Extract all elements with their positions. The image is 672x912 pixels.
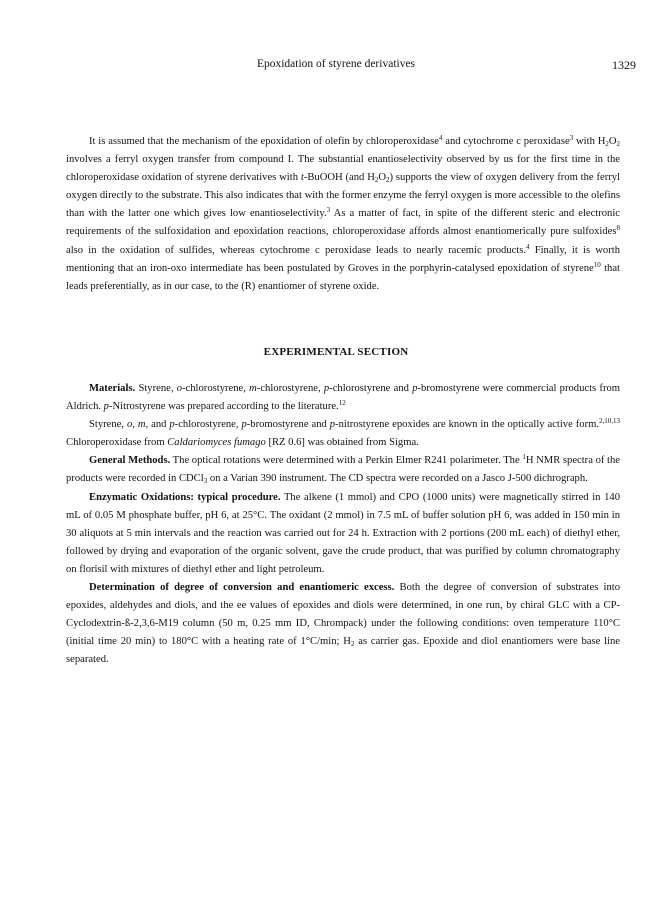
- page-number: 1329: [612, 58, 636, 72]
- materials-paragraph: Materials. Styrene, o-chlorostyrene, m-chlorostyrene, p-chlorostyrene and p-bromostyrene were commercial products from Aldrich. p-Nitrostyrene was prepared according to the literature.$^{12}$: [66, 383, 621, 413]
- section-heading: EXPERIMENTAL SECTION: [263, 346, 409, 358]
- determination-paragraph: Determination of degree of conversion and enantiomeric excess. Both the degree of conversion of substrates into epoxides, aldehydes and diols, and the ee values of epoxides and diols were determined, in one run, by chiral GLC with a CP-Cyclodextrin-ß-2,3,6-M19 column (50 m, 0.25 mm ID, Chrompack) under the following conditions: oven temperature 110°C (initial time 20 min) to 180°C with a heating rate of 1°C/min; $H_2$ as carrier gas. Epoxide and diol enantiomers were base line separated.: [66, 582, 621, 666]
- intro-paragraph: It is assumed that the mechanism of the epoxidation of olefin by chloroperoxidase$^4$ and cytochrome c peroxidase$^3$ with $H_2O_2$ involves a ferryl oxygen transfer from compound I. The substantial enantioselectivity observed by us for the first time in the chloroperoxidase oxidation of styrene derivatives with t-BuOOH (and $H_2O_2$) supports the view of oxygen delivery from the ferryl oxygen directly to the substrate. This also indicates that with the former enzyme the ferryl oxygen is more accessible to the olefins than with the latter one which gives low enantioselectivity.$^3$ As a matter of fact, in spite of the different steric and electronic requirements of the sulfoxidation and epoxidation reactions, chloroperoxidase affords almost enantiomerically pure sulfoxides$^8$ also in the oxidation of sulfides, whereas cytochrome c peroxidase leads to nearly racemic products.$^4$ Finally, it is worth mentioning that an iron-oxo intermediate has been postulated by Groves in the porphyrin-catalysed epoxidation of styrene$^{10}$ that leads preferentially, as in our case, to the (R) enantiomer of styrene oxide.: [66, 134, 621, 292]
- enzymatic-oxidations-paragraph: Enzymatic Oxidations: typical procedure. The alkene (1 mmol) and CPO (1000 units) were magnetically stirred in 140 mL of 0.05 M phosphate buffer, pH 6, at 25°C. The oxidant (2 mmol) in 7.5 mL of buffer solution pH 6, was added in 150 min in 30 aliquots at 5 min intervals and the reaction was carried out for 24 h. Extraction with 2 portions (200 mL each) of diethyl ether, followed by drying and evaporation of the organic solvent, gave the crude product, that was purified by column chromatography on florisil with mixtures of diethyl ether and light petroleum.: [66, 491, 620, 575]
- experimental-section: [66, 380, 620, 670]
- intro-section: [66, 133, 620, 296]
- general-methods-paragraph: General Methods. The optical rotations were determined with a Perkin Elmer R241 polarimeter. The $^1$H NMR spectra of the products were recorded in CDCl$_3$ on a Varian 390 instrument. The CD spectra were recorded on a Jasco J-500 dichrograph.: [66, 453, 620, 486]
- running-head: [0, 58, 672, 74]
- epoxides-paragraph: Styrene, o, m, and p-chlorostyrene, p-bromostyrene and p-nitrostyrene epoxides are known in the optically active form.$^{2,10,13}$ Chloroperoxidase from Caldariomyces fumago [RZ 0.6] was obtained from Sigma.: [66, 417, 620, 449]
- running-title: Epoxidation of styrene derivatives: [256, 58, 416, 70]
